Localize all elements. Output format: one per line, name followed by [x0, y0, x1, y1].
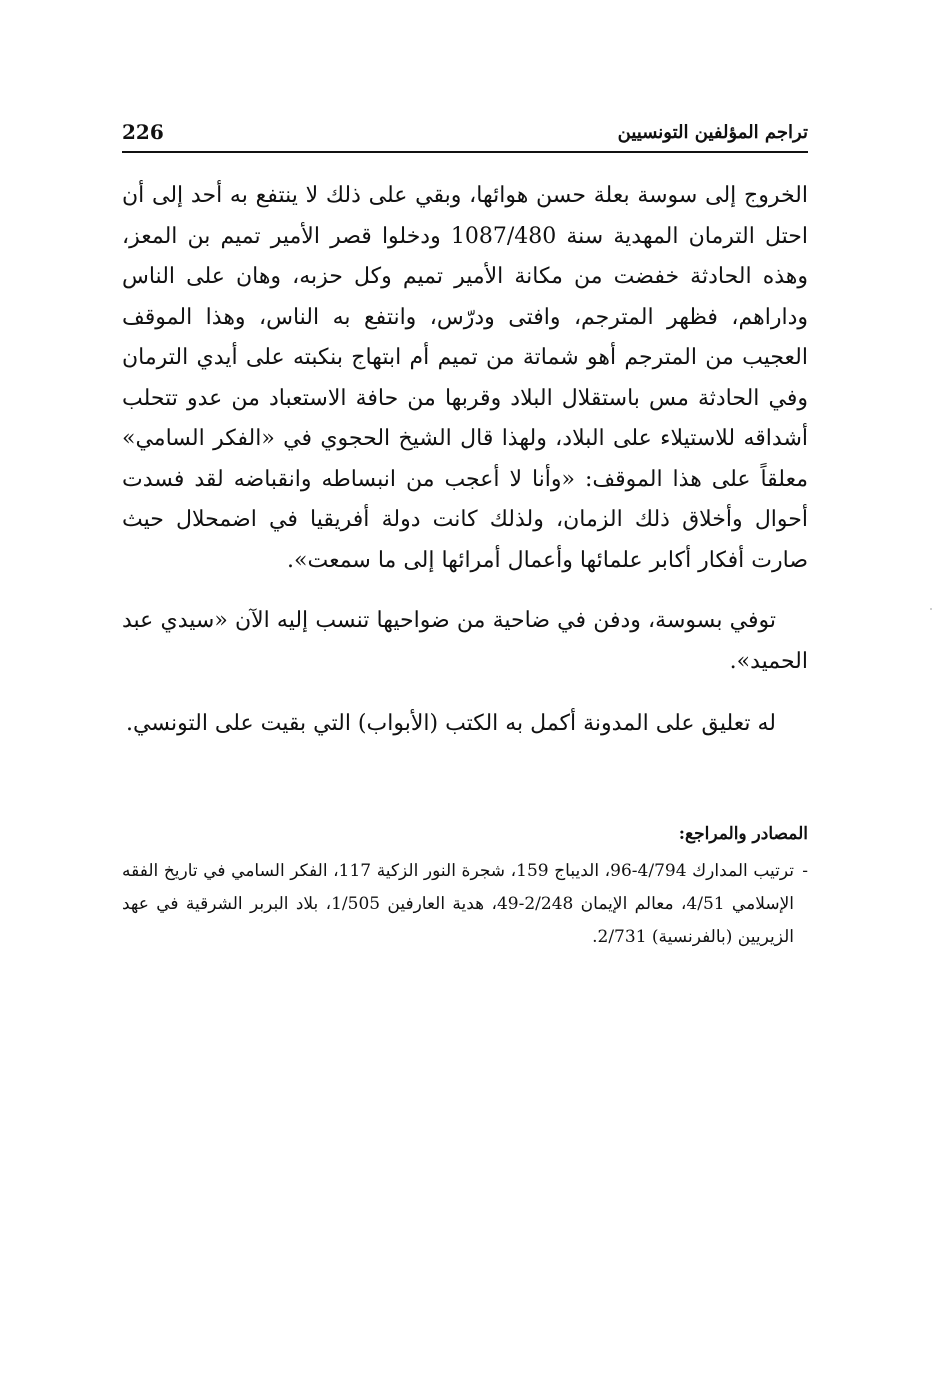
- header-divider: [122, 151, 808, 153]
- scan-speck: [930, 608, 932, 610]
- sources-heading: المصادر والمراجع:: [678, 824, 808, 844]
- sources-section: [122, 818, 808, 954]
- list-dash: -: [802, 861, 808, 881]
- source-item: [122, 855, 808, 954]
- main-text: [122, 176, 808, 745]
- sources-list: [122, 855, 808, 954]
- page-number: 226: [122, 120, 164, 144]
- paragraph-death: توفي بسوسة، ودفن في ضاحية من ضواحيها تنسب إليه الآن «سيدي عبد الحميد».: [122, 608, 808, 674]
- running-title: تراجم المؤلفين التونسيين: [617, 122, 808, 143]
- source-item-text: ترتيب المدارك 4/794-96، الديباج 159، شجرة النور الزكية 117، الفكر السامي في تاريخ الفقه الإسلامي 4/51، معالم الإيمان 2/248-49، هدية العارفين 1/505، بلاد البربر الشرقية في عهد الزيريين (بالفرنسية) 2/731.: [122, 861, 795, 947]
- paragraph-biography: الخروج إلى سوسة بعلة حسن هوائها، وبقي على ذلك لا ينتفع به أحد إلى أن احتل الترمان المهدية سنة 1087/480 ودخلوا قصر الأمير تميم بن المعز، وهذه الحادثة خفضت من مكانة الأمير تميم وكل حزبه، وهان على الناس وداراهم، فظهر المترجم، وافتى ودرّس، وانتفع به الناس، وهذا الموقف العجيب من المترجم أهو شماتة من تميم أم ابتهاج بنكبته على أيدي الترمان وفي الحادثة مس باستقلال البلاد وقربها من حافة الاستعباد من عدو تتحلب أشداقه للاستيلاء على البلاد، ولهذا قال الشيخ الحجوي في «الفكر السامي» معلقاً على هذا الموقف: «وأنا لا أعجب من انبساطه وانقباضه لقد فسدت أحوال وأخلاق ذلك الزمان، ولذلك كانت دولة أفريقيا في اضمحلال حيث صارت أفكار أكابر علمائها وأعمال أمرائها إلى ما سمعت».: [122, 183, 808, 573]
- running-header: [122, 118, 808, 154]
- paragraph-works: له تعليق على المدونة أكمل به الكتب (الأبواب) التي بقيت على التونسي.: [126, 711, 776, 736]
